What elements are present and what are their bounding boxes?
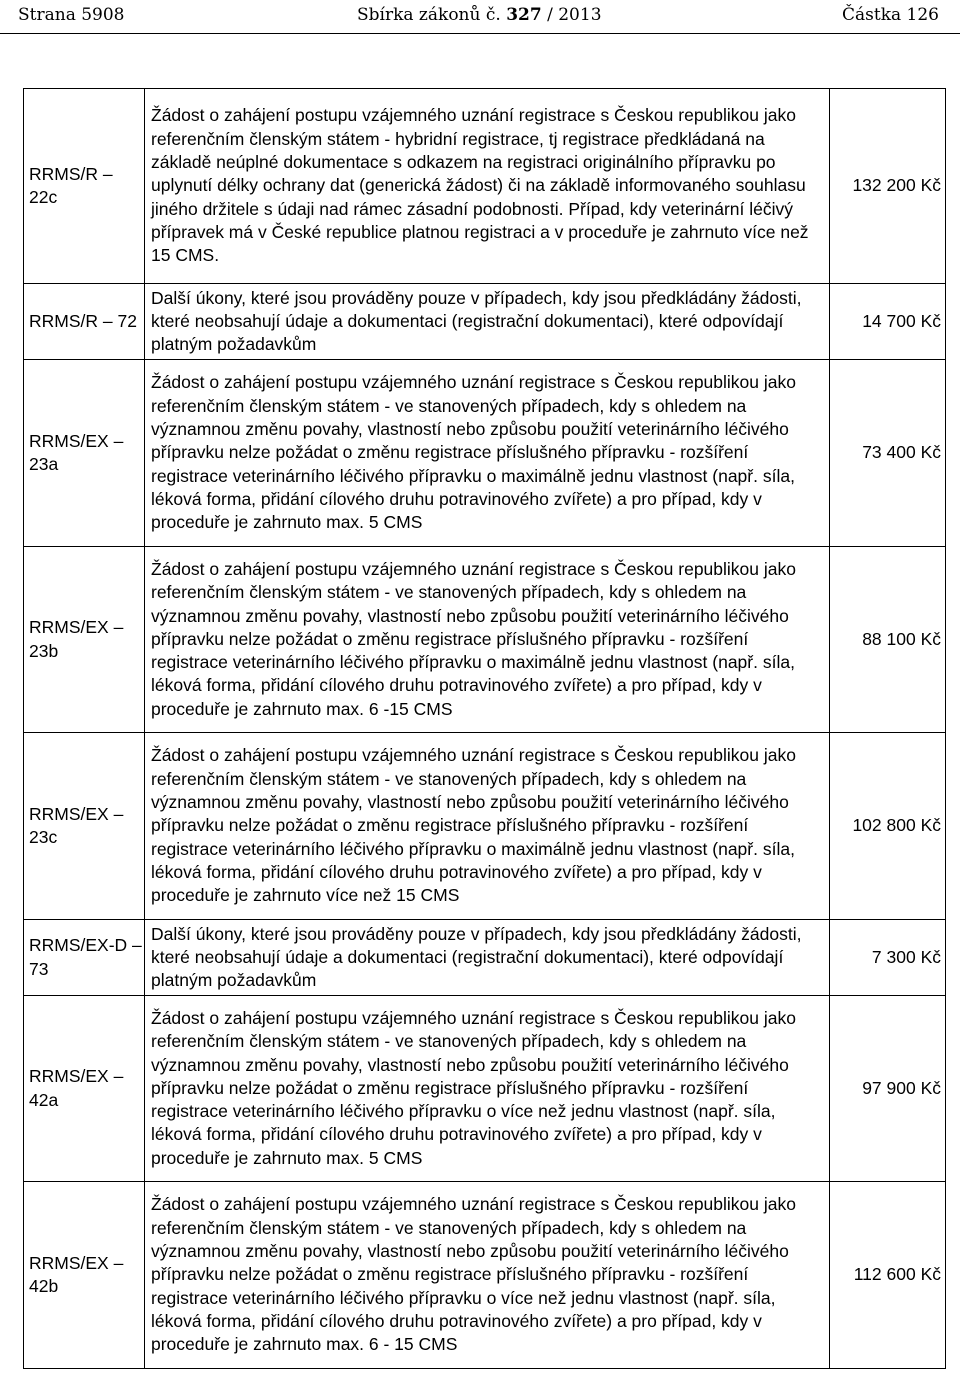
law-number: 327 — [506, 5, 542, 25]
page-header — [0, 0, 960, 34]
fee-description-cell — [145, 547, 830, 733]
fee-price: 88 100 Kč — [862, 628, 941, 649]
fee-price-cell — [830, 284, 946, 360]
table-row — [24, 920, 946, 996]
law-year: / 2013 — [547, 5, 602, 25]
fee-price-cell — [830, 920, 946, 996]
fee-code: RRMS/EX – 23b — [29, 617, 124, 661]
gazette-reference — [357, 5, 602, 25]
fee-price-cell — [830, 996, 946, 1182]
fee-price: 112 600 Kč — [853, 1264, 941, 1285]
fee-price: 132 200 Kč — [852, 175, 941, 196]
fee-description-cell — [145, 1182, 830, 1369]
fee-description-cell — [145, 89, 830, 284]
fee-code: RRMS/EX – 42a — [29, 1066, 124, 1110]
fee-price: 102 800 Kč — [852, 815, 941, 836]
header-rule — [0, 33, 960, 34]
table-row — [24, 547, 946, 733]
table-row — [24, 1182, 946, 1369]
fee-code: RRMS/R – 22c — [29, 163, 113, 207]
fee-code: RRMS/R – 72 — [29, 310, 137, 331]
fee-price: 14 700 Kč — [862, 310, 941, 331]
fee-price: 97 900 Kč — [862, 1077, 941, 1098]
fee-description: Žádost o zahájení postupu vzájemného uznání registrace s Českou republikou jako referenčním členským státem - hybridní registrace, tj registrace předkládaná na základě neúplné dokumentace s odkazem na registraci originálního přípravku po uplynutí délky ochrany dat (generická žádost) či na základě informovaného souhlasu jiného držitele s údaji nad rámec zásadní podobnosti. Případ, kdy veterinární léčivý přípravek má v České republice platnou registraci a v proceduře je zahrnuto více než 15 CMS. — [151, 105, 809, 266]
fee-code-cell — [24, 920, 145, 996]
fee-description: Žádost o zahájení postupu vzájemného uznání registrace s Českou republikou jako referenčním členským státem - ve stanovených případech, kdy s ohledem na významnou změnu povahy, vlastností nebo způsobu použití veterinárního léčivého přípravku nelze požádat o změnu registrace příslušného přípravku - rozšíření registrace veterinárního léčivého přípravku o více než jednu vlastnost (např. síla, léková forma, přidání cílového druhu potravinového zvířete) a pro případ, kdy v proceduře je zahrnuto max. 6 - 15 CMS — [151, 1194, 796, 1355]
fee-description: Další úkony, které jsou prováděny pouze v případech, kdy jsou předkládány žádosti, které neobsahují údaje a dokumentaci (registrační dokumentaci), které odpovídají platným požadavkům — [151, 287, 802, 355]
fee-code-cell — [24, 89, 145, 284]
fee-price-cell — [830, 360, 946, 547]
fee-price-cell — [830, 89, 946, 284]
fee-code-cell — [24, 547, 145, 733]
fee-code-cell — [24, 733, 145, 920]
part-number: Částka 126 — [842, 5, 939, 25]
fee-code-cell — [24, 996, 145, 1182]
fee-table — [23, 88, 946, 1369]
fee-code: RRMS/EX – 42b — [29, 1252, 124, 1296]
fee-description: Žádost o zahájení postupu vzájemného uznání registrace s Českou republikou jako referenčním členským státem - ve stanovených případech, kdy s ohledem na významnou změnu povahy, vlastností nebo způsobu použití veterinárního léčivého přípravku nelze požádat o změnu registrace příslušného přípravku - rozšíření registrace veterinárního léčivého přípravku o maximálně jednu vlastnost (např. síla, léková forma, přidání cílového druhu potravinového zvířete) a pro případ, kdy v proceduře je zahrnuto max. 5 CMS — [151, 372, 796, 533]
fee-price-cell — [830, 547, 946, 733]
fee-description: Žádost o zahájení postupu vzájemného uznání registrace s Českou republikou jako referenčním členským státem - ve stanovených případech, kdy s ohledem na významnou změnu povahy, vlastností nebo způsobu použití veterinárního léčivého přípravku nelze požádat o změnu registrace příslušného přípravku - rozšíření registrace veterinárního léčivého přípravku o maximálně jednu vlastnost (např. síla, léková forma, přidání cílového druhu potravinového zvířete) a pro případ, kdy v proceduře je zahrnuto max. 6 -15 CMS — [151, 558, 796, 719]
fee-price: 7 300 Kč — [871, 946, 941, 967]
fee-price: 73 400 Kč — [862, 442, 941, 463]
fee-description: Žádost o zahájení postupu vzájemného uznání registrace s Českou republikou jako referenčním členským státem - ve stanovených případech, kdy s ohledem na významnou změnu povahy, vlastností nebo způsobu použití veterinárního léčivého přípravku nelze požádat o změnu registrace příslušného přípravku - rozšíření registrace veterinárního léčivého přípravku o maximálně jednu vlastnost (např. síla, léková forma, přidání cílového druhu potravinového zvířete) a pro případ, kdy v proceduře je zahrnuto více než 15 CMS — [151, 745, 796, 906]
table-row — [24, 89, 946, 284]
fee-description: Další úkony, které jsou prováděny pouze v případech, kdy jsou předkládány žádosti, které neobsahují údaje a dokumentaci (registrační dokumentaci), které odpovídají platným požadavkům — [151, 923, 802, 991]
fee-code: RRMS/EX – 23a — [29, 430, 124, 474]
fee-price-cell — [830, 1182, 946, 1369]
fee-code: RRMS/EX – 23c — [29, 803, 124, 847]
collection-label: Sbírka zákonů č. — [357, 5, 501, 25]
fee-description: Žádost o zahájení postupu vzájemného uznání registrace s Českou republikou jako referenčním členským státem - ve stanovených případech, kdy s ohledem na významnou změnu povahy, vlastností nebo způsobu použití veterinárního léčivého přípravku nelze požádat o změnu registrace příslušného přípravku - rozšíření registrace veterinárního léčivého přípravku o více než jednu vlastnost (např. síla, léková forma, přidání cílového druhu potravinového zvířete) a pro případ, kdy v proceduře je zahrnuto max. 5 CMS — [151, 1007, 796, 1168]
fee-code-cell — [24, 360, 145, 547]
fee-price-cell — [830, 733, 946, 920]
table-row — [24, 360, 946, 547]
fee-code: RRMS/EX-D – 73 — [29, 935, 142, 979]
table-row — [24, 996, 946, 1182]
fee-description-cell — [145, 920, 830, 996]
fee-code-cell — [24, 1182, 145, 1369]
fee-description-cell — [145, 360, 830, 547]
fee-description-cell — [145, 996, 830, 1182]
page-number: Strana 5908 — [18, 5, 125, 25]
fee-description-cell — [145, 284, 830, 360]
fee-description-cell — [145, 733, 830, 920]
table-row — [24, 733, 946, 920]
table-row — [24, 284, 946, 360]
fee-code-cell — [24, 284, 145, 360]
